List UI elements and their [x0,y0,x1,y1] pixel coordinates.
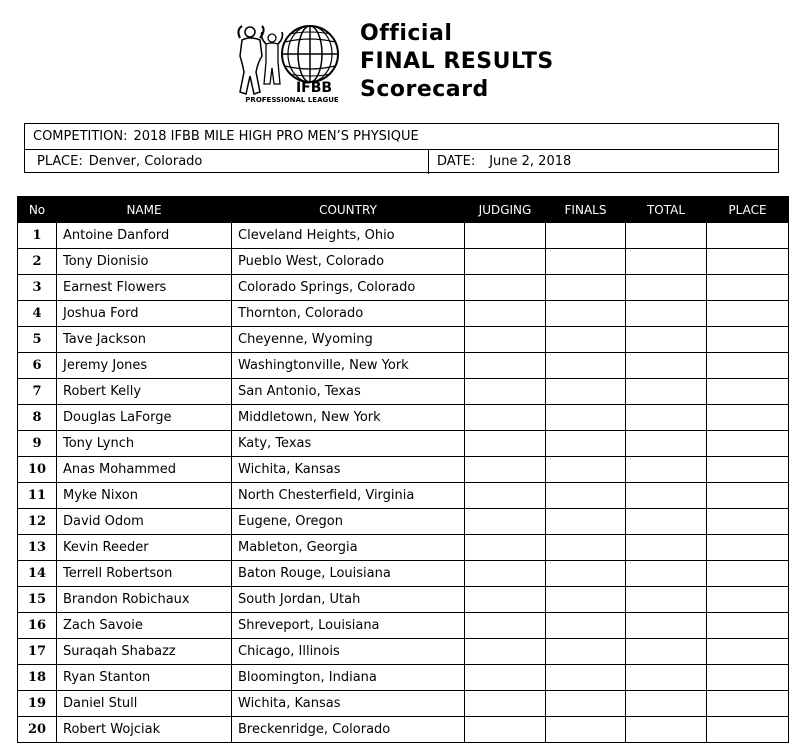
place-cell [707,275,789,301]
judging-score-cell [465,483,546,509]
total-score-cell [626,275,707,301]
place-cell [707,327,789,353]
competitor-name: Tony Lynch [57,431,232,457]
header-judging: JUDGING [465,197,546,223]
logo-league-text: PROFESSIONAL LEAGUE [245,96,339,104]
place-cell [707,249,789,275]
total-score-cell [626,457,707,483]
competition-label: COMPETITION: [33,129,128,144]
judging-score-cell [465,509,546,535]
finals-score-cell [546,353,626,379]
place-cell [707,483,789,509]
competition-row [25,124,778,150]
place-cell [707,457,789,483]
competitor-country: Middletown, New York [232,405,465,431]
competition-value: 2018 IFBB MILE HIGH PRO MEN’S PHYSIQUE [133,129,419,144]
judging-score-cell [465,561,546,587]
judging-score-cell [465,353,546,379]
competitor-country: Mableton, Georgia [232,535,465,561]
table-row [18,457,789,483]
table-row [18,301,789,327]
competitor-name: Earnest Flowers [57,275,232,301]
judging-score-cell [465,275,546,301]
title-line-final-results: FINAL RESULTS [360,49,554,74]
total-score-cell [626,379,707,405]
finals-score-cell [546,457,626,483]
table-row [18,665,789,691]
competitor-number: 19 [18,691,57,717]
table-row [18,639,789,665]
judging-score-cell [465,613,546,639]
header-place: PLACE [707,197,789,223]
competitor-number: 6 [18,353,57,379]
competitor-number: 18 [18,665,57,691]
globe-icon [282,26,338,82]
total-score-cell [626,665,707,691]
competitor-name: Terrell Robertson [57,561,232,587]
competitor-number: 7 [18,379,57,405]
table-row [18,561,789,587]
finals-score-cell [546,327,626,353]
competitor-country: Eugene, Oregon [232,509,465,535]
title-line-scorecard: Scorecard [360,77,489,102]
table-row [18,327,789,353]
place-cell [707,431,789,457]
table-row [18,249,789,275]
competitor-number: 14 [18,561,57,587]
table-row [18,223,789,249]
table-row [18,613,789,639]
competitor-name: Robert Wojciak [57,717,232,743]
competitor-name: Jeremy Jones [57,353,232,379]
competitor-number: 13 [18,535,57,561]
competitor-name: Tave Jackson [57,327,232,353]
total-score-cell [626,483,707,509]
judging-score-cell [465,587,546,613]
place-cell [707,665,789,691]
judging-score-cell [465,249,546,275]
competitor-number: 12 [18,509,57,535]
total-score-cell [626,587,707,613]
place-cell [707,509,789,535]
total-score-cell [626,327,707,353]
competitor-number: 9 [18,431,57,457]
place-cell [707,587,789,613]
judging-score-cell [465,535,546,561]
table-row [18,275,789,301]
competitor-number: 11 [18,483,57,509]
finals-score-cell [546,431,626,457]
table-row [18,483,789,509]
table-header-row [18,197,789,223]
competitor-name: Brandon Robichaux [57,587,232,613]
competitor-name: Joshua Ford [57,301,232,327]
place-cell [707,613,789,639]
judging-score-cell [465,301,546,327]
competitor-number: 8 [18,405,57,431]
judging-score-cell [465,665,546,691]
table-row [18,379,789,405]
competitor-name: Myke Nixon [57,483,232,509]
total-score-cell [626,301,707,327]
competitor-country: North Chesterfield, Virginia [232,483,465,509]
results-body [18,223,789,743]
date-label: DATE: [437,154,476,169]
total-score-cell [626,691,707,717]
place-cell [707,353,789,379]
place-cell [707,379,789,405]
total-score-cell [626,353,707,379]
header-name: NAME [57,197,232,223]
competitor-country: South Jordan, Utah [232,587,465,613]
competitor-number: 2 [18,249,57,275]
competitor-name: Anas Mohammed [57,457,232,483]
total-score-cell [626,639,707,665]
judging-score-cell [465,405,546,431]
title-line-official: Official [360,21,453,46]
competitor-country: Chicago, Illinois [232,639,465,665]
table-row [18,405,789,431]
place-label: PLACE: [37,154,83,169]
place-cell [707,405,789,431]
competitor-country: Katy, Texas [232,431,465,457]
competitor-name: Kevin Reeder [57,535,232,561]
finals-score-cell [546,275,626,301]
ifbb-logo [232,22,352,104]
competitor-number: 16 [18,613,57,639]
table-row [18,509,789,535]
finals-score-cell [546,483,626,509]
header-no: No [18,197,57,223]
competitor-country: Washingtonville, New York [232,353,465,379]
competitor-name: Suraqah Shabazz [57,639,232,665]
judging-score-cell [465,379,546,405]
place-cell [707,561,789,587]
finals-score-cell [546,665,626,691]
judging-score-cell [465,431,546,457]
place-cell [707,535,789,561]
total-score-cell [626,509,707,535]
competitor-name: Robert Kelly [57,379,232,405]
competitor-number: 10 [18,457,57,483]
date-cell [429,150,571,173]
competitor-country: Bloomington, Indiana [232,665,465,691]
total-score-cell [626,561,707,587]
bodybuilder-figure-icon [238,26,282,94]
results-table [17,196,789,743]
judging-score-cell [465,327,546,353]
place-cell [707,691,789,717]
judging-score-cell [465,639,546,665]
competitor-number: 20 [18,717,57,743]
finals-score-cell [546,561,626,587]
total-score-cell [626,249,707,275]
total-score-cell [626,223,707,249]
competitor-number: 1 [18,223,57,249]
place-date-row [25,150,778,174]
place-cell [707,639,789,665]
competitor-number: 4 [18,301,57,327]
competitor-name: Antoine Danford [57,223,232,249]
competitor-number: 15 [18,587,57,613]
header-country: COUNTRY [232,197,465,223]
competitor-country: Pueblo West, Colorado [232,249,465,275]
competitor-number: 3 [18,275,57,301]
finals-score-cell [546,639,626,665]
judging-score-cell [465,457,546,483]
date-value: June 2, 2018 [489,154,572,169]
competitor-name: Douglas LaForge [57,405,232,431]
competitor-country: Cheyenne, Wyoming [232,327,465,353]
competitor-country: Breckenridge, Colorado [232,717,465,743]
competitor-name: David Odom [57,509,232,535]
finals-score-cell [546,301,626,327]
competitor-number: 5 [18,327,57,353]
competitor-country: San Antonio, Texas [232,379,465,405]
total-score-cell [626,405,707,431]
competitor-name: Daniel Stull [57,691,232,717]
finals-score-cell [546,587,626,613]
judging-score-cell [465,223,546,249]
competitor-country: Shreveport, Louisiana [232,613,465,639]
table-row [18,587,789,613]
total-score-cell [626,431,707,457]
competitor-country: Thornton, Colorado [232,301,465,327]
finals-score-cell [546,405,626,431]
competition-info-box [24,123,779,173]
competitor-country: Colorado Springs, Colorado [232,275,465,301]
table-row [18,353,789,379]
finals-score-cell [546,509,626,535]
place-cell [25,150,429,174]
place-value: Denver, Colorado [88,154,203,169]
competitor-number: 17 [18,639,57,665]
logo-ifbb-text: IFBB [295,80,333,96]
competitor-name: Tony Dionisio [57,249,232,275]
place-cell [707,301,789,327]
judging-score-cell [465,691,546,717]
scorecard-title [360,20,554,104]
finals-score-cell [546,379,626,405]
header-total: TOTAL [626,197,707,223]
competitor-country: Wichita, Kansas [232,457,465,483]
competitor-country: Wichita, Kansas [232,691,465,717]
table-row [18,431,789,457]
finals-score-cell [546,691,626,717]
table-row [18,691,789,717]
competitor-country: Cleveland Heights, Ohio [232,223,465,249]
finals-score-cell [546,535,626,561]
finals-score-cell [546,223,626,249]
total-score-cell [626,613,707,639]
competitor-name: Zach Savoie [57,613,232,639]
finals-score-cell [546,613,626,639]
competitor-country: Baton Rouge, Louisiana [232,561,465,587]
header-finals: FINALS [546,197,626,223]
table-row [18,535,789,561]
place-cell [707,223,789,249]
finals-score-cell [546,249,626,275]
total-score-cell [626,535,707,561]
scorecard-header [0,0,800,115]
competitor-name: Ryan Stanton [57,665,232,691]
